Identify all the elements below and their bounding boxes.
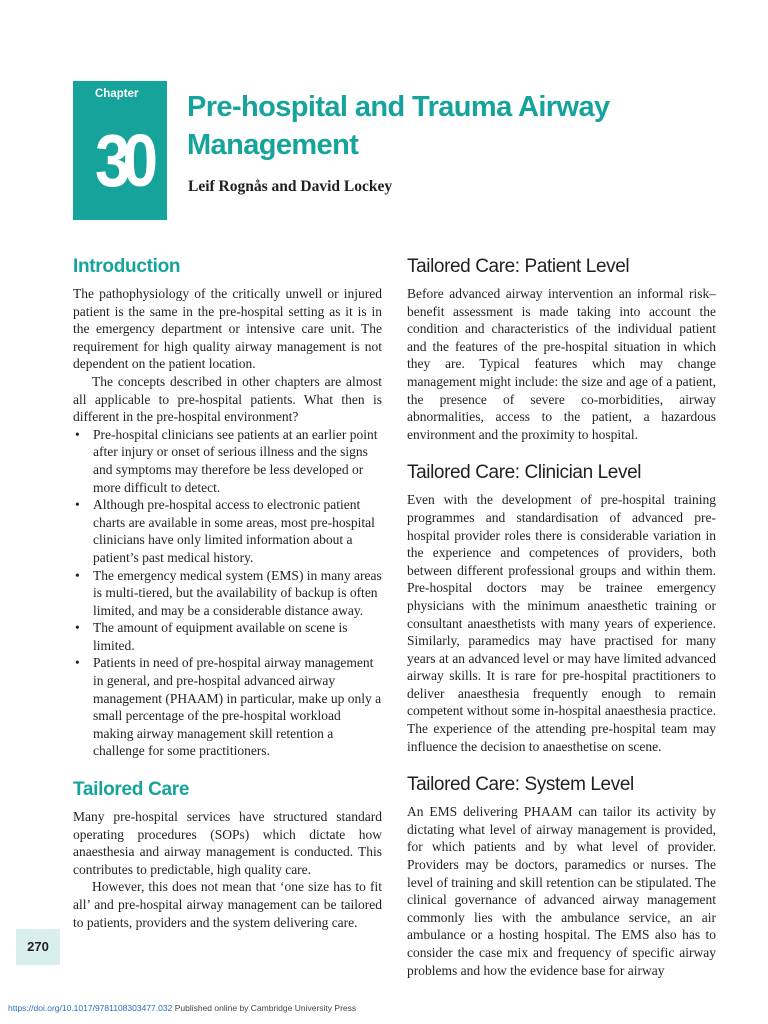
bullet-icon: •: [75, 497, 80, 513]
left-column: [73, 254, 382, 931]
chapter-title: Pre-hospital and Trauma Airway Management: [187, 91, 610, 161]
right-column: [407, 254, 716, 979]
bullet-icon: •: [75, 620, 80, 636]
list-item: [73, 426, 382, 496]
bullet-icon: •: [75, 655, 80, 671]
chapter-number: 30: [95, 119, 151, 202]
list-item-text: Patients in need of pre-hospital airway management in general, and pre-hospital advanced airway management (PHAAM) in particular, make up only a small percentage of the pre-hospital workload making airway management skill retention a challenge for some practitioners.: [93, 655, 382, 759]
chapter-label: Chapter: [95, 88, 139, 100]
differences-bullet-list: [73, 426, 382, 760]
doi-link[interactable]: https://doi.org/10.1017/9781108303477.032: [8, 1003, 173, 1013]
patient-level-paragraph: Before advanced airway intervention an informal risk–benefit assessment is made taking into account the condition and characteristics of the individual patient and the features of the pre-hospital situation in which they are. Typical features which may change management might include: the size and age of a patient, the presence of severe co-morbidities, airway abnormalities, access to the patient, a hazardous environment and the proximity to hospital.: [407, 286, 716, 442]
system-level-paragraph: An EMS delivering PHAAM can tailor its activity by dictating what level of airway management is provided, for which patients and by what level of provider. Providers may be doctors, paramedics or nurses. The level of training and skill retention can be stipulated. The clinical governance of advanced airway management commonly lies with the ambulance service, an air ambulance or a hosting hospital. The EMS also has to consider the case mix and frequency of specific airway problems and how the evidence base for airway: [407, 804, 716, 978]
section-heading-tailored-care: Tailored Care: [73, 779, 190, 801]
bullet-icon: •: [75, 426, 80, 442]
section-heading-introduction: Introduction: [73, 256, 181, 277]
list-item-text: Although pre-hospital access to electronic patient charts are available in some areas, most pre-hospital clinicians have only limited information about a patient’s past medical history.: [93, 497, 375, 565]
section-heading-system-level: Tailored Care: System Level: [407, 774, 634, 796]
tailored-paragraph-1: Many pre-hospital services have structured standard operating procedures (SOPs) which dictate how anaesthesia and airway management is conducted. This contributes to predictable, high quality care.: [73, 809, 382, 877]
list-item: [73, 496, 382, 566]
intro-paragraph-1: The pathophysiology of the critically unwell or injured patient is the same in the pre-hospital setting as it is in the emergency department or intensive care unit. The requirement for high quality airway management is not dependent on the patient location.: [73, 286, 382, 372]
bullet-icon: •: [75, 567, 80, 583]
list-item: [73, 619, 382, 654]
list-item-text: The emergency medical system (EMS) in many areas is multi-tiered, but the availability of backup is often limited, and may be a considerable distance away.: [93, 567, 382, 618]
tailored-paragraph-2: However, this does not mean that ‘one size has to fit all’ and pre-hospital airway management can be tailored to patients, providers and the system delivering care.: [73, 879, 382, 930]
list-item: [73, 654, 382, 760]
list-item-text: The amount of equipment available on scene is limited.: [93, 620, 348, 653]
section-heading-patient-level: Tailored Care: Patient Level: [407, 256, 630, 277]
chapter-authors: Leif Rognås and David Lockey: [188, 178, 393, 195]
section-heading-clinician-level: Tailored Care: Clinician Level: [407, 462, 642, 484]
chapter-badge: [73, 81, 167, 220]
list-item-text: Pre-hospital clinicians see patients at an earlier point after injury or onset of serious illness and the signs and symptoms may therefore be less developed or more difficult to detect.: [93, 426, 378, 495]
page-number: 270: [16, 929, 60, 965]
intro-paragraph-2: The concepts described in other chapters are almost all applicable to pre-hospital patients. What then is different in the pre-hospital environment?: [73, 373, 382, 425]
page-footer: [8, 1003, 356, 1013]
list-item: [73, 567, 382, 620]
clinician-level-paragraph: Even with the development of pre-hospital training programmes and standardisation of advanced pre-hospital provider roles there is considerable variation in the experience and competences of providers, both between different professional groups and within them. Pre-hospital doctors may be trainee emergency physicians with the minimum anaesthetic training or consultant anaesthetists with many years of experience. Similarly, paramedics may have practised for many years at an advanced level or may have limited advanced airway skills. It is rare for pre-hospital practitioners to deliver anaesthesia frequently enough to remain competent without some in-hospital anaesthesia practice. The experience of the attending pre-hospital team may influence the decision to anaesthetise on scene.: [407, 492, 716, 754]
publisher-note: Published online by Cambridge University Press: [174, 1003, 357, 1013]
